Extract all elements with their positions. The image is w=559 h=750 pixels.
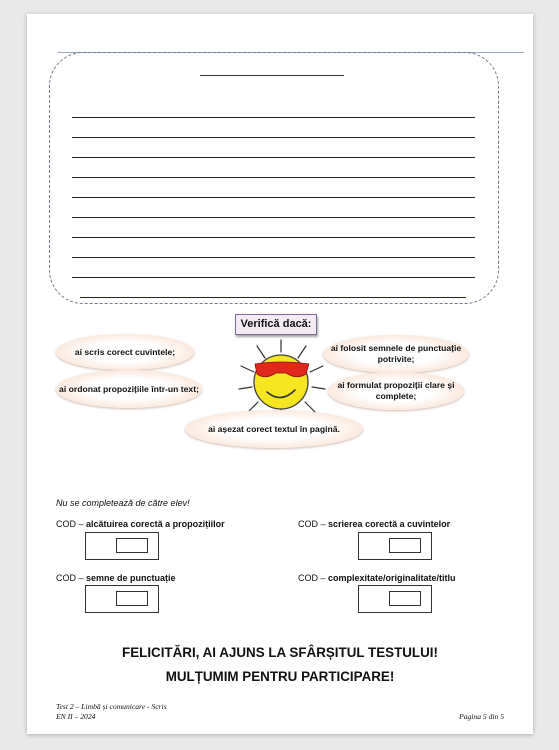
congrats-heading: FELICITĂRI, AI AJUNS LA SFÂRȘITUL TESTULUI! xyxy=(122,645,438,660)
writing-line xyxy=(72,257,475,258)
writing-line xyxy=(72,177,475,178)
writing-line xyxy=(72,217,475,218)
score-cell xyxy=(116,591,148,606)
verify-title: Verifică dacă: xyxy=(235,314,317,335)
score-cell xyxy=(116,538,148,553)
score-cell xyxy=(389,538,421,553)
writing-line xyxy=(72,197,475,198)
writing-line xyxy=(72,237,475,238)
footer-test-name: Test 2 – Limbă și comunicare - Scris xyxy=(56,702,167,711)
writing-line xyxy=(80,297,466,298)
check-order: ai ordonat propozițiile într-un text; xyxy=(56,370,202,408)
score-box xyxy=(85,585,159,613)
check-sentences: ai formulat propoziții clare și complete; xyxy=(328,372,464,410)
document-page xyxy=(27,14,533,734)
score-box xyxy=(358,585,432,613)
writing-area xyxy=(49,52,499,304)
check-layout: ai așezat corect textul în pagină. xyxy=(185,410,363,448)
score-cell xyxy=(389,591,421,606)
title-line xyxy=(200,75,344,76)
score-box xyxy=(358,532,432,560)
writing-line xyxy=(72,277,475,278)
code-label-punctuation: COD – semne de punctuație xyxy=(56,573,176,583)
writing-line xyxy=(72,137,475,138)
thanks-heading: MULȚUMIM PENTRU PARTICIPARE! xyxy=(165,669,395,684)
score-box xyxy=(85,532,159,560)
code-label-complexity: COD – complexitate/originalitate/titlu xyxy=(298,573,456,583)
writing-line xyxy=(72,117,475,118)
note-text: Nu se completează de către elev! xyxy=(56,498,190,508)
footer-exam: EN II – 2024 xyxy=(56,711,96,721)
code-label-sentences: COD – alcătuirea corectă a propozițiilor xyxy=(56,519,225,529)
check-punctuation: ai folosit semnele de punctuație potrivite; xyxy=(323,335,469,373)
footer-page-number: Pagina 5 din 5 xyxy=(459,712,504,721)
code-label-spelling: COD – scrierea corectă a cuvintelor xyxy=(298,519,451,529)
check-spelling: ai scris corect cuvintele; xyxy=(56,334,194,370)
footer-test-info xyxy=(56,702,167,722)
sun-icon xyxy=(227,332,337,422)
writing-line xyxy=(72,157,475,158)
